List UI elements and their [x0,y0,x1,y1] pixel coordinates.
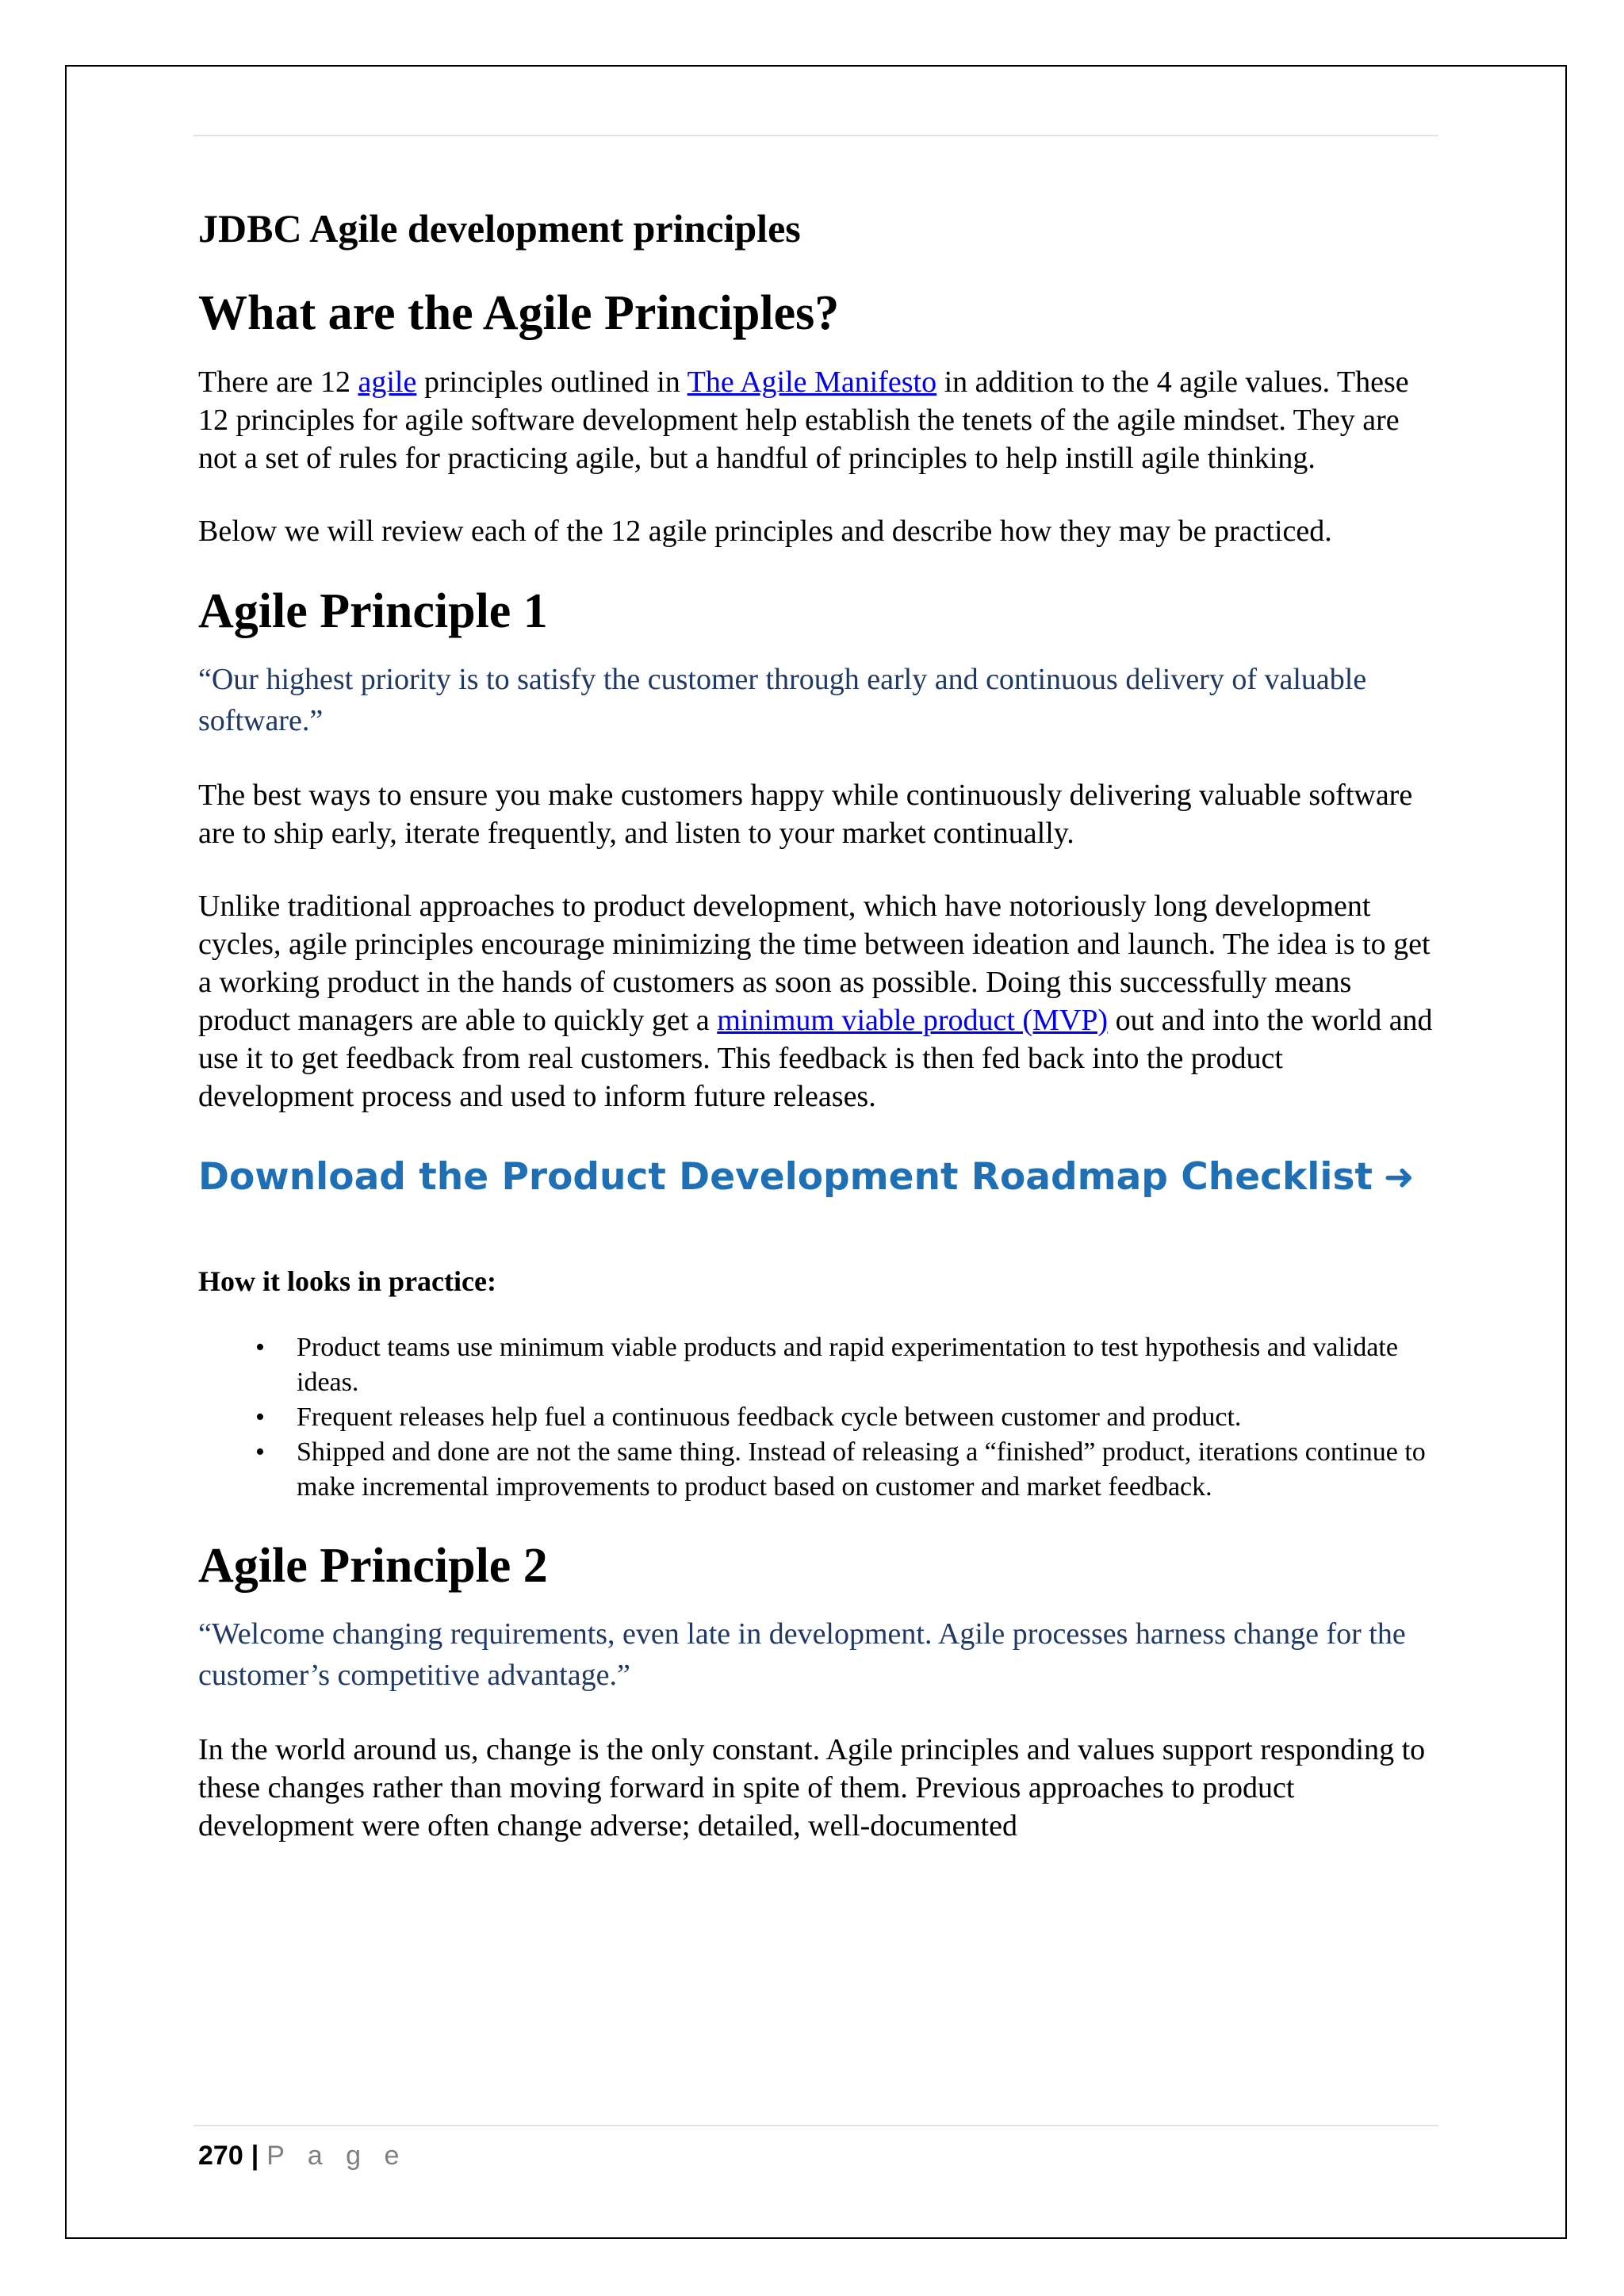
list-item-text: Shipped and done are not the same thing. Instead of releasing a “finished” product, iterations continue to make incremental improvements to product based on customer and market feedback. [297,1437,1426,1502]
practice-list [198,1330,1437,1505]
list-item-text: Product teams use minimum viable products and rapid experimentation to test hypothesis and validate ideas. [297,1333,1398,1398]
list-item [198,1435,1437,1505]
principle-1-paragraph-2 [198,887,1437,1115]
list-item [198,1330,1437,1400]
principle-2-heading: Agile Principle 2 [198,1539,548,1594]
mvp-link[interactable]: minimum viable product (MVP) [717,1003,1109,1037]
para2-text-b: out and into the world and use it to get feedback from real customers. This feedback is then fed back into the product development process and used to inform future releases. [198,1003,1433,1113]
list-item [198,1400,1437,1435]
page-number: 270 [198,2141,243,2171]
practice-heading: How it looks in practice: [198,1265,496,1298]
document-body [198,190,1437,1845]
agile-link[interactable]: agile [358,365,417,400]
intro-paragraph [198,363,1437,477]
principle-2-quote: “Welcome changing requirements, even late in development. Agile processes harness change for the customer’s competitive advantage.” [198,1617,1406,1692]
intro-text-2: principles outlined in [416,365,688,400]
cta-label: Download the Product Development Roadmap Checklist [198,1154,1373,1199]
arrow-right-icon: ➜ [1383,1155,1415,1199]
principle-1-paragraph-1: The best ways to ensure you make customers happy while continuously delivering valuable software are to ship early, iterate frequently, and listen to your market continually. [198,778,1413,850]
roadmap-checklist-download-link[interactable] [198,1155,1437,1200]
review-paragraph: Below we will review each of the 12 agile principles and describe how they may be practiced. [198,515,1332,549]
page-label: P a g e [266,2141,408,2171]
intro-text-1: There are 12 [198,365,358,400]
intro-text-3: in addition to the 4 agile values. These 12 principles for agile software development help establish the tenets of the agile mindset. They are not a set of rules for practicing agile, but a handful of principles to help instill agile thinking. [198,365,1409,476]
list-item-text: Frequent releases help fuel a continuous feedback cycle between customer and product. [297,1402,1242,1433]
footer-separator: | [251,2141,259,2171]
para2-text-a: Unlike traditional approaches to product development, which have notoriously long development cycles, agile principles encourage minimizing the time between ideation and launch. The idea is to get a working product in the hands of customers as soon as possible. Doing this successfully means product managers are able to quickly get a [198,889,1431,1037]
page-footer [198,2141,407,2172]
agile-manifesto-link[interactable]: The Agile Manifesto [687,365,937,400]
footer-rule [193,2125,1438,2126]
bullet-icon: • [255,1402,265,1433]
principle-1-heading: Agile Principle 1 [198,584,548,639]
principle-1-quote: “Our highest priority is to satisfy the customer through early and continuous delivery of valuable software.” [198,662,1367,737]
principle-2-paragraph-1: In the world around us, change is the only constant. Agile principles and values support responding to these changes rather than moving forward in spite of them. Previous approaches to product development were often change adverse; detailed, well-documented [198,1732,1426,1843]
main-heading: What are the Agile Principles? [198,286,840,340]
bullet-icon: • [255,1437,265,1468]
bullet-icon: • [255,1333,265,1363]
header-rule [193,135,1438,136]
document-title: JDBC Agile development principles [198,206,801,251]
